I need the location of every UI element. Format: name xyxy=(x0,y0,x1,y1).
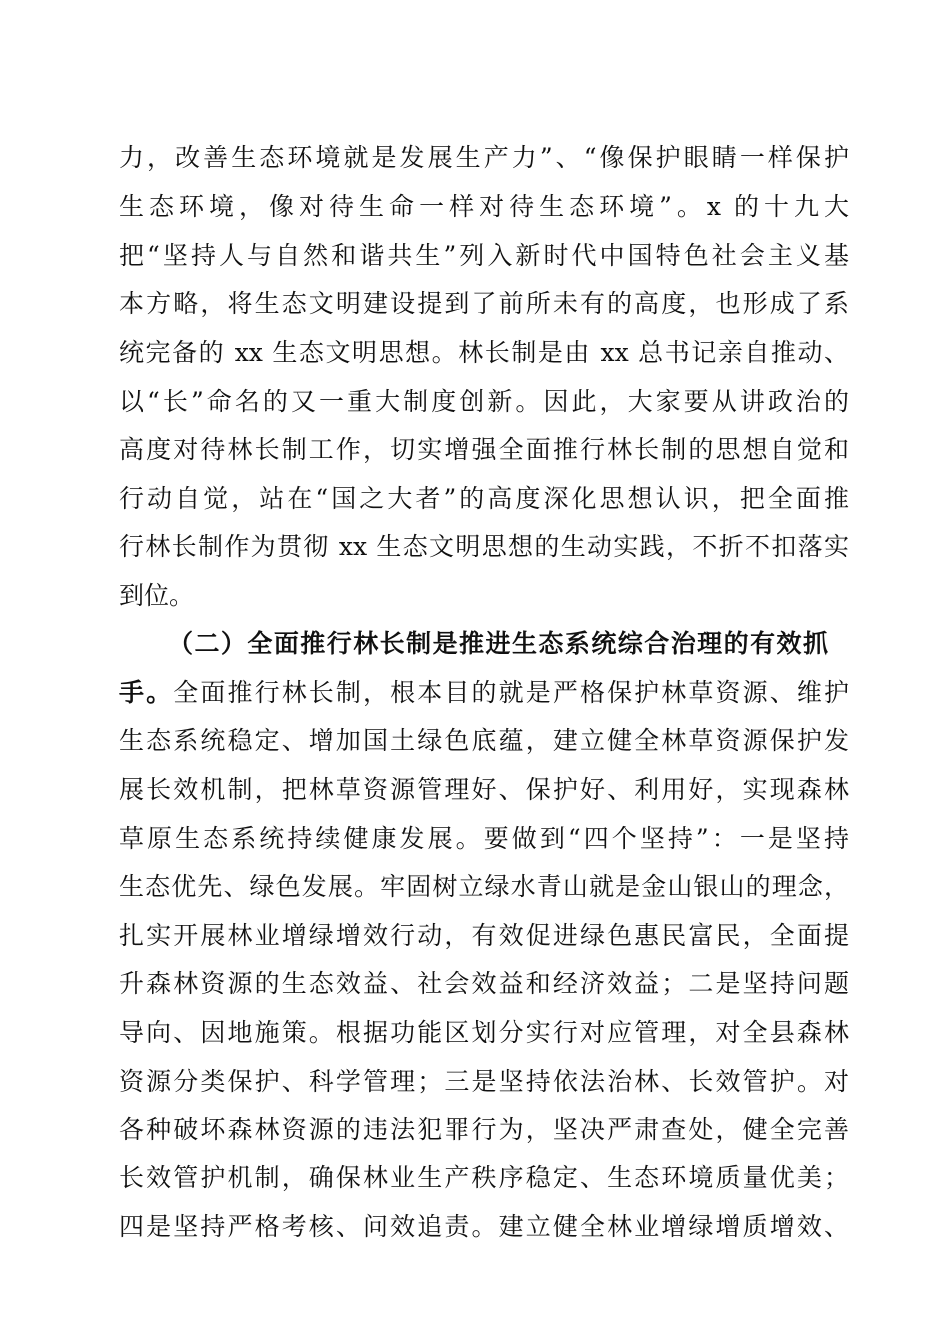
paragraph-line: 以“长”命名的又一重大制度创新。因此，大家要从讲政治的 xyxy=(119,387,849,416)
paragraph-line: 长效管护机制，确保林业生产秩序稳定、生态环境质量优美； xyxy=(119,1163,849,1192)
paragraph-line: 四是坚持严格考核、问效追责。建立健全林业增绿增质增效、 xyxy=(119,1212,849,1241)
paragraph-line: 高度对待林长制工作，切实增强全面推行林长制的思想自觉和 xyxy=(119,435,849,464)
paragraph-line xyxy=(119,673,849,713)
paragraph-text: 全面推行林长制，根本目的就是严格保护林草资源、维护 xyxy=(173,678,849,707)
section-heading-text: （二）全面推行林长制是推进生态系统综合治理的有效抓 xyxy=(168,629,828,658)
paragraph-line: 统完备的 xx 生态文明思想。林长制是由 xx 总书记亲自推动、 xyxy=(119,338,849,367)
paragraph-line: 生态优先、绿色发展。牢固树立绿水青山就是金山银山的理念， xyxy=(119,872,849,901)
paragraph-line: 扎实开展林业增绿增效行动，有效促进绿色惠民富民，全面提 xyxy=(119,921,849,950)
paragraph-line: 本方略，将生态文明建设提到了前所未有的高度，也形成了系 xyxy=(119,289,849,318)
paragraph-line: 展长效机制，把林草资源管理好、保护好、利用好，实现森林 xyxy=(119,775,849,804)
paragraph-line: 资源分类保护、科学管理；三是坚持依法治林、长效管护。对 xyxy=(119,1067,849,1096)
paragraph-line: 生态系统稳定、增加国土绿色底蕴，建立健全林草资源保护发 xyxy=(119,726,849,755)
section-heading xyxy=(168,624,828,664)
paragraph-line: 行动自觉，站在“国之大者”的高度深化思想认识，把全面推 xyxy=(119,484,849,513)
paragraph-line: 到位。 xyxy=(119,581,195,610)
paragraph-line: 行林长制作为贯彻 xx 生态文明思想的生动实践，不折不扣落实 xyxy=(119,532,849,561)
paragraph-line: 导向、因地施策。根据功能区划分实行对应管理，对全县森林 xyxy=(119,1018,849,1047)
paragraph-line: 升森林资源的生态效益、社会效益和经济效益；二是坚持问题 xyxy=(119,969,849,998)
section-heading-end: 手。 xyxy=(119,678,174,707)
paragraph-line: 草原生态系统持续健康发展。要做到“四个坚持”：一是坚持 xyxy=(119,824,849,853)
paragraph-line: 各种破坏森林资源的违法犯罪行为，坚决严肃查处，健全完善 xyxy=(119,1115,849,1144)
paragraph-line: 把“坚持人与自然和谐共生”列入新时代中国特色社会主义基 xyxy=(119,241,849,270)
paragraph-line: 生态环境，像对待生命一样对待生态环境”。x 的十九大 xyxy=(119,192,849,221)
paragraph-line: 力，改善生态环境就是发展生产力”、“像保护眼睛一样保护 xyxy=(119,143,849,172)
